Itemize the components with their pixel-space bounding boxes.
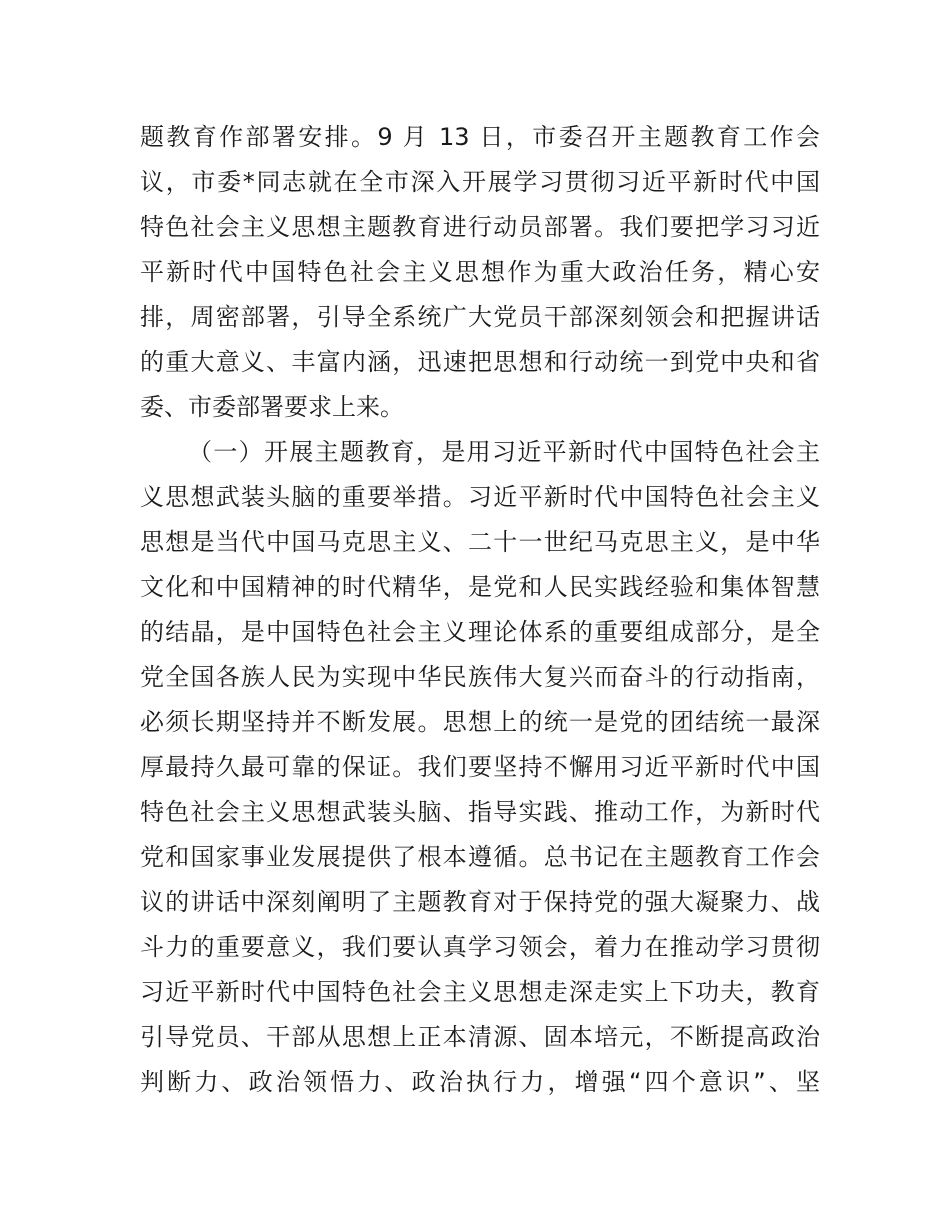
paragraph-line: 文化和中国精神的时代精华，是党和人民实践经验和集体智慧 [140,573,820,601]
paragraph-line: 排，周密部署，引导全系统广大党员干部深刻领会和把握讲话 [140,303,820,331]
paragraph-line: 特色社会主义思想主题教育进行动员部署。我们要把学习习近 [140,213,820,241]
paragraph-line: 特色社会主义思想武装头脑、指导实践、推动工作，为新时代 [140,798,820,826]
paragraph-line: 平新时代中国特色社会主义思想作为重大政治任务，精心安 [140,258,820,286]
paragraph-1 [140,115,820,430]
paragraph-line: 党和国家事业发展提供了根本遵循。总书记在主题教育工作会 [140,843,820,871]
paragraph-line: 习近平新时代中国特色社会主义思想走深走实上下功夫，教育 [140,978,820,1006]
paragraph-line: 厚最持久最可靠的保证。我们要坚持不懈用习近平新时代中国 [140,753,820,781]
paragraph-line: 议的讲话中深刻阐明了主题教育对于保持党的强大凝聚力、战 [140,888,820,916]
paragraph-line: 引导党员、干部从思想上正本清源、固本培元，不断提高政治 [140,1023,820,1051]
paragraph-line: 的结晶，是中国特色社会主义理论体系的重要组成部分，是全 [140,618,820,646]
paragraph-line: 题教育作部署安排。9 月 13 日，市委召开主题教育工作会 [140,123,820,151]
paragraph-line: 党全国各族人民为实现中华民族伟大复兴而奋斗的行动指南， [140,663,820,691]
paragraph-line: 斗力的重要意义，我们要认真学习领会，着力在推动学习贯彻 [140,933,820,961]
paragraph-line: 思想是当代中国马克思主义、二十一世纪马克思主义，是中华 [140,528,820,556]
paragraph-line: （一）开展主题教育，是用习近平新时代中国特色社会主 [188,438,820,466]
paragraph-line: 议，市委*同志就在全市深入开展学习贯彻习近平新时代中国 [140,168,820,196]
paragraph-2 [140,430,820,1105]
paragraph-line: 的重大意义、丰富内涵，迅速把思想和行动统一到党中央和省 [140,348,820,376]
paragraph-line: 义思想武装头脑的重要举措。习近平新时代中国特色社会主义 [140,483,820,511]
paragraph-line: 委、市委部署要求上来。 [140,393,404,421]
paragraph-line: 判断力、政治领悟力、政治执行力，增强“四个意识”、坚 [140,1068,820,1096]
paragraph-line: 必须长期坚持并不断发展。思想上的统一是党的团结统一最深 [140,708,820,736]
